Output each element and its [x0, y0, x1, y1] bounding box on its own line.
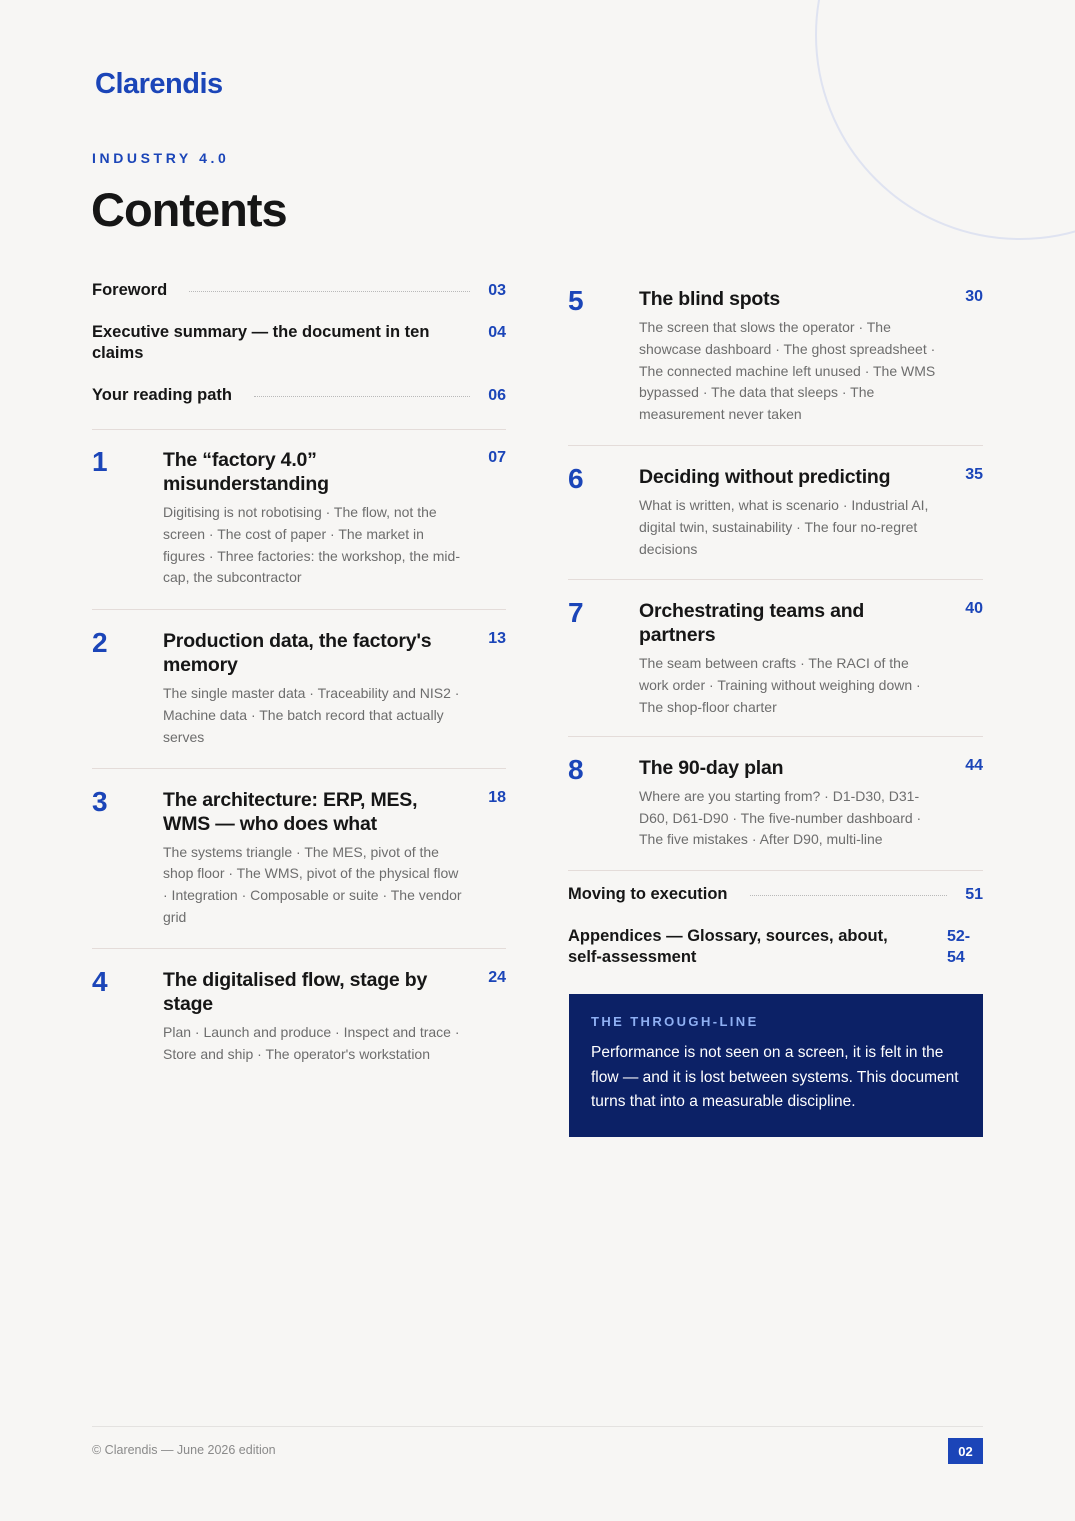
chapter-subtopics: The systems triangle · The MES, pivot of the shop floor · The WMS, pivot of the physical flow · Integration · Composable or suite · The vendor grid	[163, 843, 462, 925]
chapter-title: Orchestrating teams and partners	[639, 600, 865, 647]
dot-leader	[189, 291, 470, 292]
chapter-subtopics: Digitising is not robotising · The flow, not the screen · The cost of paper · The market in figures · Three factories: the workshop, the mid-cap, the subcontractor	[163, 504, 460, 586]
chapter-page: 40	[965, 600, 983, 618]
chapter-number: 5	[568, 285, 584, 316]
toc-entry-foreword[interactable]	[92, 280, 506, 301]
chapter-number: 8	[568, 753, 584, 785]
toc-entry-executive-summary[interactable]	[92, 322, 506, 364]
footer-edition: © Clarendis — June 2026 edition	[92, 1443, 276, 1457]
toc-entry-page: 06	[488, 387, 506, 404]
chapter-number: 6	[568, 462, 584, 494]
chapter-title: The “factory 4.0” misunderstanding	[163, 449, 329, 495]
chapter-number: 1	[92, 446, 108, 477]
chapter-page: 18	[488, 788, 506, 806]
chapter-subtopics: Where are you starting from? · D1-D30, D31-D60, D61-D90 · The five-number dashboard · The five mistakes · After D90, multi-line	[639, 787, 922, 848]
chapter-page: 44	[965, 756, 983, 774]
callout-text: Performance is not seen on a screen, it is felt in the flow — and it is lost between systems. This document turns that into a measurable discipline.	[591, 1044, 959, 1110]
dot-leader	[750, 895, 948, 896]
section-kicker: INDUSTRY 4.0	[92, 150, 230, 166]
dot-leader	[254, 396, 470, 397]
toc-entry-appendices[interactable]	[568, 926, 983, 968]
chapter-page: 07	[488, 449, 506, 466]
chapter-subtopics: The single master data · Traceability and NIS2 · Machine data · The batch record that actually serves	[163, 685, 460, 745]
chapter-title: The blind spots	[639, 288, 781, 310]
page-number-badge: 02	[948, 1438, 983, 1464]
chapter-page: 24	[488, 968, 506, 986]
toc-left-column	[92, 278, 506, 1084]
footer-divider	[92, 1426, 983, 1427]
toc-entry-page: 03	[488, 282, 506, 299]
toc-chapter-1[interactable]	[92, 430, 506, 610]
toc-entry-title: Executive summary — the document in ten claims	[92, 323, 430, 362]
chapter-title: The digitalised flow, stage by stage	[163, 968, 428, 1015]
chapter-page: 30	[965, 288, 983, 305]
toc-chapter-6[interactable]	[568, 446, 983, 580]
toc-chapter-8[interactable]	[568, 737, 983, 871]
chapter-number: 4	[92, 965, 108, 997]
toc-entry-title: Foreword	[92, 281, 168, 299]
callout-kicker: THE THROUGH-LINE	[591, 1014, 759, 1029]
chapter-subtopics: The screen that slows the operator · The showcase dashboard · The ghost spreadsheet · The connected machine left unused · The WMS bypassed · The data that sleeps · The measurement never taken	[639, 319, 936, 423]
chapter-number: 7	[568, 597, 584, 629]
toc-entry-page: 04	[488, 324, 506, 341]
page-title: Contents	[91, 183, 287, 236]
toc-entry-reading-path[interactable]	[92, 385, 506, 430]
chapter-subtopics: The seam between crafts · The RACI of the work order · Training without weighing down · The shop-floor charter	[639, 655, 921, 715]
through-line-callout	[569, 994, 983, 1137]
chapter-number: 3	[92, 785, 108, 817]
brand-logo: Clarendis	[95, 68, 223, 100]
chapter-title: The 90-day plan	[639, 756, 784, 779]
toc-chapter-4[interactable]	[92, 949, 506, 1085]
toc-chapter-5[interactable]	[568, 278, 983, 446]
toc-chapter-2[interactable]	[92, 610, 506, 768]
chapter-page: 35	[965, 465, 983, 483]
chapter-title: Deciding without predicting	[639, 465, 891, 488]
chapter-title: Production data, the factory's memory	[163, 630, 432, 677]
toc-entry-page: 51	[965, 886, 983, 904]
chapter-subtopics: What is written, what is scenario · Industrial AI, digital twin, sustainability · The four no-regret decisions	[639, 496, 929, 557]
toc-entry-title: Moving to execution	[568, 885, 728, 904]
chapter-number: 2	[92, 627, 108, 659]
chapter-title: The architecture: ERP, MES, WMS — who does what	[163, 788, 418, 835]
toc-chapter-3[interactable]	[92, 769, 506, 949]
toc-entry-title: Appendices — Glossary, sources, about, self-assessment	[568, 927, 888, 967]
chapter-subtopics: Plan · Launch and produce · Inspect and trace · Store and ship · The operator's workstation	[163, 1023, 460, 1062]
toc-entry-moving-to-execution[interactable]	[568, 884, 983, 905]
toc-right-column	[568, 278, 983, 968]
chapter-page: 13	[488, 630, 506, 648]
decorative-circle	[815, 0, 1075, 240]
toc-entry-page: 52-54	[947, 928, 971, 967]
toc-chapter-7[interactable]	[568, 580, 983, 736]
toc-entry-title: Your reading path	[92, 386, 232, 404]
